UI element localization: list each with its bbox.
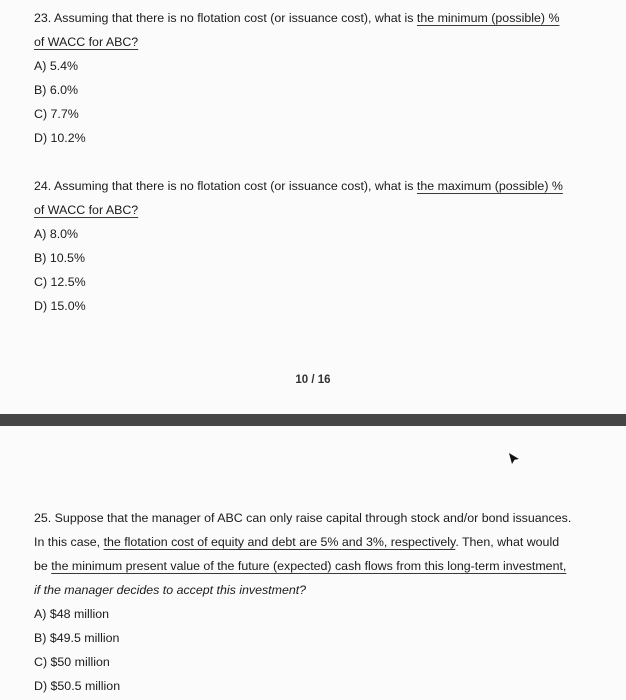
question-25-option-a: A) $48 million xyxy=(34,607,110,621)
question-23-option-d: D) 10.2% xyxy=(34,131,86,145)
question-24-option-a: A) 8.0% xyxy=(34,227,79,241)
question-23-option-b: B) 6.0% xyxy=(34,83,79,97)
question-25-option-c: C) $50 million xyxy=(34,655,110,669)
question-23-text: 23. Assuming that there is no flotation cost (or issuance cost), what is xyxy=(34,11,417,25)
question-23-line-1 xyxy=(34,6,582,30)
question-24-text: 24. Assuming that there is no flotation cost (or issuance cost), what is xyxy=(34,179,417,193)
question-25-line-4: if the manager decides to accept this investment? xyxy=(34,583,307,597)
question-25-line-2 xyxy=(34,530,582,554)
question-25-option-d: D) $50.5 million xyxy=(34,679,121,693)
question-24-emphasis-cont: of WACC for ABC? xyxy=(34,203,139,217)
question-24-line-2 xyxy=(34,198,582,222)
question-25-text-a: In this case, xyxy=(34,535,104,549)
question-25-text-b: . Then, what would xyxy=(455,535,560,549)
question-24-option-d: D) 15.0% xyxy=(34,299,86,313)
question-25-emphasis-2: the minimum present value of the future (expected) cash flows from this long-term investment, xyxy=(51,559,567,573)
question-23 xyxy=(34,6,582,150)
question-23-emphasis-cont: of WACC for ABC? xyxy=(34,35,139,49)
question-25 xyxy=(34,506,582,698)
mouse-pointer-icon xyxy=(507,452,521,466)
question-24-emphasis: the maximum (possible) % xyxy=(416,179,563,193)
question-24 xyxy=(34,174,582,318)
question-25-line-1: 25. Suppose that the manager of ABC can only raise capital through stock and/or bond issuances. xyxy=(34,511,572,525)
page-number: 10 / 16 xyxy=(295,374,331,386)
question-24-option-c: C) 12.5% xyxy=(34,275,86,289)
question-24-option-b: B) 10.5% xyxy=(34,251,85,265)
question-23-emphasis: the minimum (possible) % xyxy=(416,11,560,25)
question-23-option-a: A) 5.4% xyxy=(34,59,79,73)
question-25-line-3 xyxy=(34,554,582,578)
question-23-option-c: C) 7.7% xyxy=(34,107,79,121)
question-25-emphasis-1: the flotation cost of equity and debt are 5% and 3%, respectively xyxy=(103,535,456,549)
question-23-line-2 xyxy=(34,30,582,54)
question-25-text-c: be xyxy=(34,559,52,573)
question-24-line-1 xyxy=(34,174,582,198)
question-25-option-b: B) $49.5 million xyxy=(34,631,120,645)
page-separator xyxy=(0,414,626,426)
